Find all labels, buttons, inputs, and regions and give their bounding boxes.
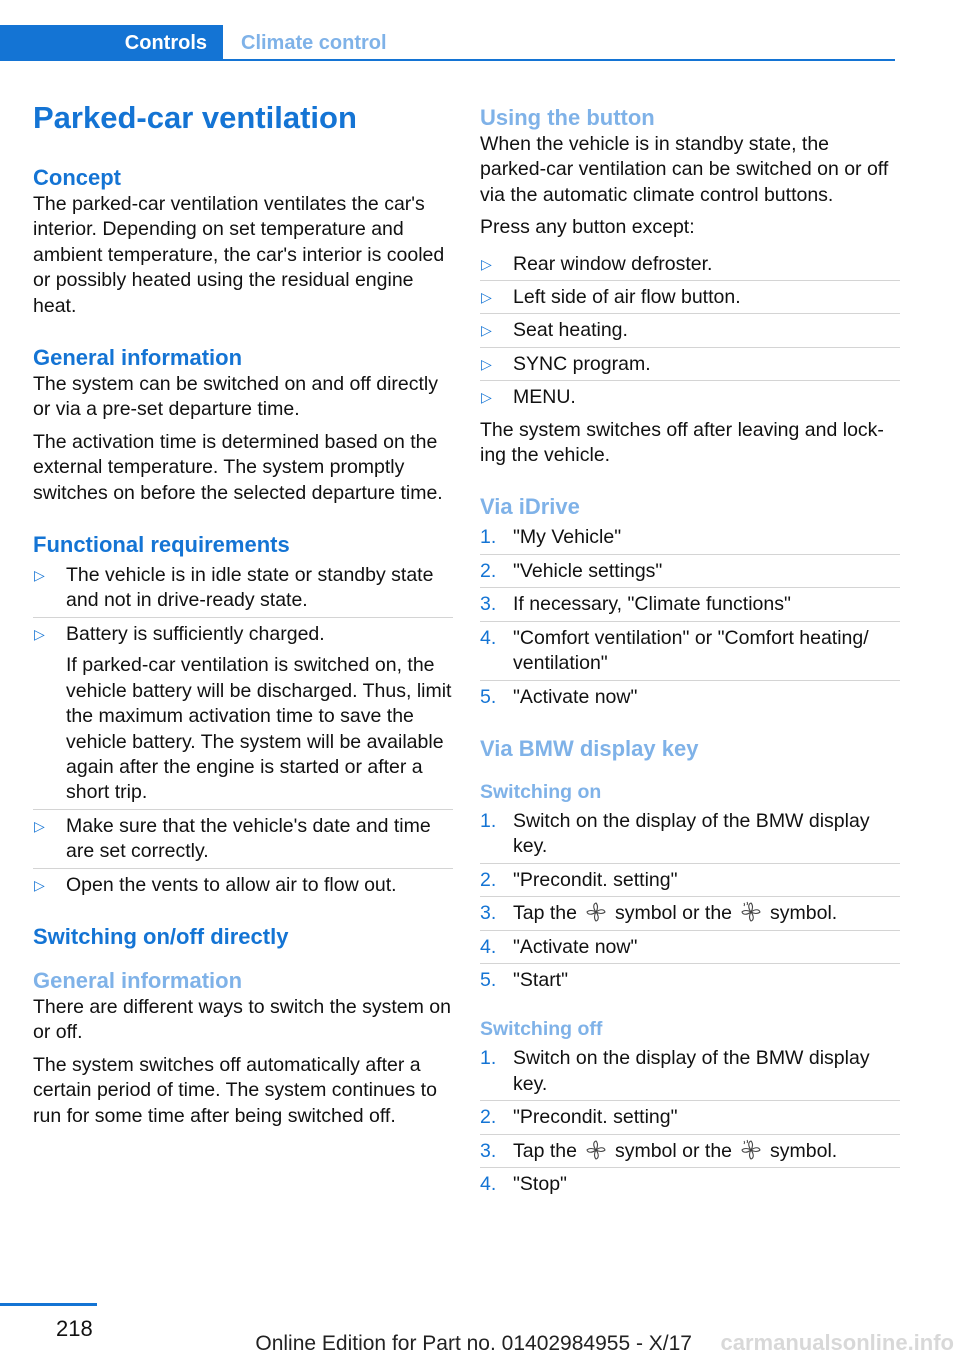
list-item: 3. Tap the symbol or the symbol. [480,897,900,930]
general-info-heading: General information [33,345,243,371]
concept-text: The parked-car ventilation ventilates the car's interior. Depending on set temperature and ambient temperature, the car's interior is cooled or possibly heated using the residual engine heat. [33,193,445,317]
concept-heading: Concept [33,165,121,190]
idrive-steps-list [480,521,900,712]
list-item: 4. "Stop" [480,1172,567,1195]
list-item: 3. Tap the symbol or the symbol. [480,1135,900,1168]
list-item: 5. "Start" [480,968,569,991]
list-item: 4. "Activate now" [480,931,900,964]
section-tab-controls: Controls [0,25,223,61]
heating-fan-icon [740,1139,762,1161]
list-item: 5. "Activate now" [480,685,638,708]
list-item: ▷ The vehicle is in idle state or standby state and not in drive-ready state. [33,559,453,618]
triangle-bullet-icon: ▷ [34,817,45,834]
list-item: ▷ Rear window defroster. [480,248,900,281]
using-button-outro: The system switches off after leaving and locking the vehicle. [480,418,884,467]
general-info-text-1: The system can be switched on and off directly or via a pre-set departure time. [33,373,439,421]
battery-note: If parked-car ventilation is switched on, the vehicle battery will be discharged. Thus, limit the maximum activation time to save the vehicle battery. The system will be available again after the engine is started or after a short trip. [66,654,452,804]
list-item: ▷ MENU. [480,381,900,413]
page-header [0,25,960,63]
footer-rule [0,1303,97,1306]
list-item: ▷ Make sure that the vehicle's date and time are set correctly. [33,810,453,869]
list-item: ▷ SYNC program. [480,348,900,381]
list-item: ▷ Battery is sufficiently charged. If parked-car ventilation is switched on, the vehicle battery will be discharged. Thus, limit the maximum activation time to save the vehicle battery. The system will be available again after the engine is started or after a short trip. [33,618,453,810]
press-any-button-text: Press any button except: [480,216,695,239]
heating-fan-icon [740,901,762,923]
left-column [33,98,453,1136]
chapter-tab-climate-control: Climate control [241,32,387,54]
triangle-bullet-icon: ▷ [34,567,45,584]
triangle-bullet-icon: ▷ [481,255,492,272]
list-item: ▷ Seat heating. [480,314,900,347]
list-item: 2. "Precondit. setting" [480,864,900,897]
functional-requirements-heading: Functional requirements [33,532,290,558]
triangle-bullet-icon: ▷ [34,625,45,642]
switching-general-info-heading: General information [33,967,243,993]
via-idrive-heading: Via iDrive [480,494,580,520]
using-button-intro: When the vehicle is in standby state, the parked-car ventilation can be switched on or off via the automatic climate control buttons. [480,133,889,206]
triangle-bullet-icon: ▷ [34,876,45,893]
list-item: 1. Switch on the display of the BMW display key. [480,1042,900,1101]
general-info-text-2: The activation time is determined based on the external temperature. The system promptly switches on before the selected departure time. [33,430,443,504]
switching-heading: Switching on/off directly [33,923,289,949]
list-item: 2. "Precondit. setting" [480,1101,900,1134]
list-item: 4. "Comfort ventilation" or "Comfort heating/ ventilation" [480,622,900,681]
switching-text-2: The system switches off automatically after a certain period of time. The system continues to run for some time after being switched off. [33,1053,437,1127]
list-item: 3. If necessary, "Climate functions" [480,588,900,621]
triangle-bullet-icon: ▷ [481,355,492,372]
ventilation-fan-icon [585,901,607,923]
triangle-bullet-icon: ▷ [481,389,492,406]
page-title: Parked-car ventilation [33,100,357,135]
right-column [480,104,900,1204]
via-display-key-heading: Via BMW display key [480,735,699,761]
list-item: 2. "Vehicle settings" [480,555,900,588]
switching-text-1: There are different ways to switch the system on or off. [33,995,451,1044]
triangle-bullet-icon: ▷ [481,289,492,306]
list-item: 1. Switch on the display of the BMW display key. [480,805,900,864]
switching-on-heading: Switching on [480,780,602,803]
watermark: carmanualsonline.info [720,1330,954,1355]
switching-on-steps-list [480,805,900,996]
functional-requirements-list [33,559,453,901]
edition-info: Online Edition for Part no. 01402984955 - X/17 [255,1332,692,1355]
using-button-heading: Using the button [480,105,655,130]
list-item: ▷ Open the vents to allow air to flow out. [33,869,453,901]
header-rule [223,59,895,61]
list-item: ▷ Left side of air flow button. [480,281,900,314]
list-item: 1. "My Vehicle" [480,521,900,554]
switching-off-heading: Switching off [480,1018,603,1041]
switching-off-steps-list [480,1042,900,1200]
page-number: 218 [56,1316,93,1341]
excluded-buttons-list [480,248,900,414]
ventilation-fan-icon [585,1139,607,1161]
triangle-bullet-icon: ▷ [481,322,492,339]
